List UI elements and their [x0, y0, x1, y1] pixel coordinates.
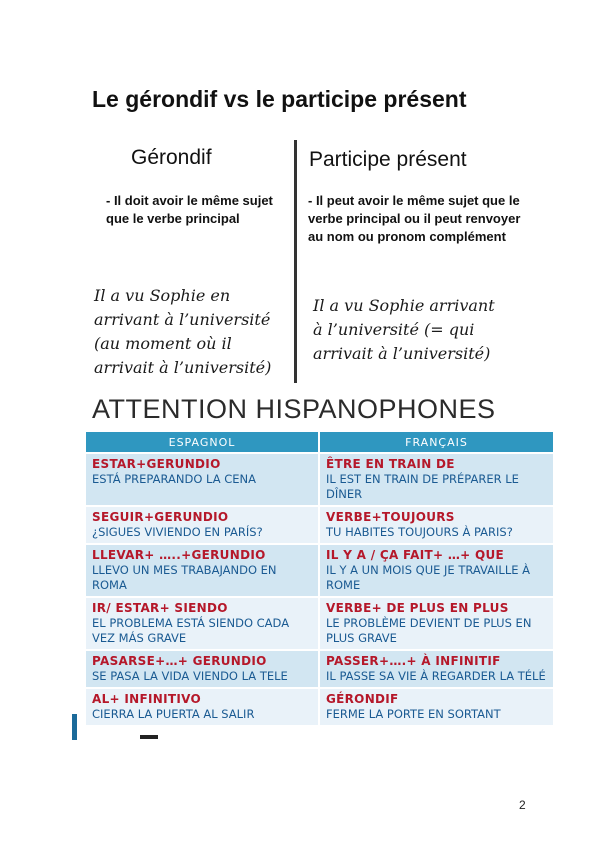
spanish-example: ESTÁ PREPARANDO LA CENA [92, 472, 256, 486]
spanish-example: CIERRA LA PUERTA AL SALIR [92, 707, 255, 721]
header-espagnol: ESPAGNOL [86, 432, 319, 453]
french-construction: IL Y A / ÇA FAIT+ …+ QUE [326, 548, 505, 562]
page-title: Le gérondif vs le participe présent [92, 86, 467, 112]
page-number: 2 [519, 798, 526, 812]
spanish-cell [86, 544, 319, 597]
spanish-cell [86, 453, 319, 506]
french-construction: GÉRONDIF [326, 692, 399, 706]
participe-example [313, 294, 495, 366]
french-example: TU HABITES TOUJOURS À PARIS? [326, 525, 513, 539]
french-cell [319, 650, 553, 688]
gerondif-example [94, 284, 271, 380]
gerondif-example-line: (au moment où il [94, 334, 232, 353]
table-row [86, 597, 553, 650]
participe-rule: - Il peut avoir le même sujet que le verbe principal ou il peut renvoyer au nom ou pronom complément [308, 193, 521, 244]
spanish-construction: SEGUIR+GERUNDIO [92, 510, 229, 524]
gerondif-example-line: Il a vu Sophie en [94, 286, 231, 305]
french-construction: ÊTRE EN TRAIN DE [326, 457, 455, 471]
spanish-cell [86, 650, 319, 688]
spanish-construction: AL+ INFINITIVO [92, 692, 201, 706]
table-row [86, 544, 553, 597]
spanish-cell [86, 597, 319, 650]
spanish-construction: LLEVAR+ …..+GERUNDIO [92, 548, 266, 562]
gerondif-heading: Gérondif [131, 146, 212, 169]
gerondif-example-line: arrivant à l’université [94, 310, 271, 329]
french-construction: VERBE+TOUJOURS [326, 510, 455, 524]
spanish-cell [86, 506, 319, 544]
participe-example-line: à l’université (= qui [313, 320, 475, 339]
comparison-table [86, 432, 553, 725]
table-row [86, 650, 553, 688]
participe-example-line: arrivait à l’université) [313, 344, 491, 363]
french-example: FERME LA PORTE EN SORTANT [326, 707, 501, 721]
french-construction: PASSER+….+ À INFINITIF [326, 654, 501, 668]
french-example: IL PASSE SA VIE À REGARDER LA TÉLÉ [326, 669, 546, 683]
french-example: IL Y A UN MOIS QUE JE TRAVAILLE À ROME [326, 563, 531, 592]
spanish-example: SE PASA LA VIDA VIENDO LA TELE [92, 669, 288, 683]
participe-example-line: Il a vu Sophie arrivant [313, 296, 495, 315]
table-row [86, 688, 553, 725]
spanish-construction: IR/ ESTAR+ SIENDO [92, 601, 228, 615]
spanish-example: LLEVO UN MES TRABAJANDO EN ROMA [92, 563, 277, 592]
spanish-example: ¿SIGUES VIVIENDO EN PARÍS? [92, 525, 263, 539]
spanish-example: EL PROBLEMA ESTÁ SIENDO CADA VEZ MÁS GRAVE [92, 616, 290, 645]
table-header-row [86, 432, 553, 453]
french-cell [319, 597, 553, 650]
header-francais: FRANÇAIS [319, 432, 553, 453]
french-example: LE PROBLÈME DEVIENT DE PLUS EN PLUS GRAVE [326, 616, 532, 645]
gerondif-rule: - Il doit avoir le même sujet que le verbe principal [106, 193, 273, 226]
french-cell [319, 688, 553, 725]
attention-heading: ATTENTION HISPANOPHONES [92, 394, 496, 424]
french-cell [319, 544, 553, 597]
french-construction: VERBE+ DE PLUS EN PLUS [326, 601, 509, 615]
spanish-construction: ESTAR+GERUNDIO [92, 457, 221, 471]
decorative-bar [72, 714, 77, 740]
french-cell [319, 453, 553, 506]
spanish-construction: PASARSE+…+ GERUNDIO [92, 654, 267, 668]
participe-heading: Participe présent [309, 148, 467, 171]
column-divider [294, 140, 297, 383]
decorative-mark [140, 735, 158, 739]
table-row [86, 506, 553, 544]
table-row [86, 453, 553, 506]
gerondif-example-line: arrivait à l’université) [94, 358, 272, 377]
spanish-cell [86, 688, 319, 725]
french-cell [319, 506, 553, 544]
french-example: IL EST EN TRAIN DE PRÉPARER LE DÎNER [326, 472, 519, 501]
